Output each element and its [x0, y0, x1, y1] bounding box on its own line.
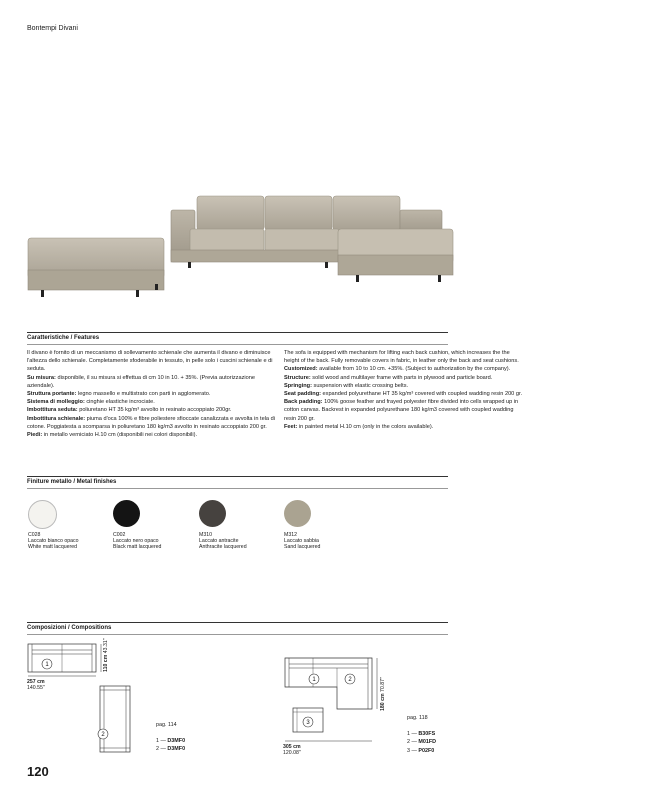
brand-name: Bontempi Divani: [27, 25, 78, 32]
composition-item: 1 — B30FS: [407, 731, 436, 738]
composition-left-refs: [156, 721, 185, 754]
product-photo: [20, 185, 460, 305]
feature-en: Back padding: 100% goose feather and frayed polyester fibre divided into cells wrapped up in cotton canvas. Backrest in expanded polyurethane 180 kg/m3 covered with coupled wadding resin 200 gr.: [284, 399, 519, 422]
composition-marker: 3: [306, 720, 310, 726]
features-italian: [27, 349, 282, 439]
finish-swatch-m310: [199, 500, 226, 527]
composition-right-refs: [407, 714, 436, 755]
composition-item: 2 — M01FD: [407, 739, 437, 746]
feature-it: Imbottitura schienale: piuma d'oca 100% e fibre poliestere sfioccate canalizzata e avvolta in tela di cotone. Poggiatesta a scomparsa in poliuretano 180 kg/m3 avvolto in resinato accoppiato 200 gr.: [27, 415, 275, 430]
composition-right-plan: [283, 655, 393, 755]
finish-swatch-m312: [284, 500, 311, 527]
composition-page: pag. 118: [407, 715, 428, 721]
composition-item: 3 — P02F0: [407, 747, 435, 754]
features-title: Caratteristiche / Features: [27, 335, 100, 341]
feature-en: Springing: suspension with elastic crossing belts.: [284, 382, 409, 389]
composition-marker: 2: [348, 677, 352, 683]
finishes-title: Finiture metallo / Metal finishes: [27, 479, 117, 485]
composition-marker: 1: [45, 662, 49, 668]
feature-it: Imbottitura seduta: poliuretano HT 35 kg/m³ avvolto in resinato accoppiato 200gr.: [27, 407, 232, 414]
composition-left-plan: [27, 640, 137, 760]
composition-page: pag. 114: [156, 722, 177, 728]
feature-en: Customized: available from 10 to 10 cm. +35%. (Subject to authorization by the company).: [284, 366, 511, 373]
feature-en: Feet: in painted metal H.10 cm (only in the colors available).: [284, 423, 434, 430]
compositions-sub-rule: [27, 634, 448, 635]
feature-en: Seat padding: expanded polyurethane HT 35 kg/m³ covered with coupled wadding resin 200 gr.: [284, 391, 523, 398]
features-english: [284, 349, 524, 431]
composition-item: 1 — D3MF0: [156, 738, 186, 745]
feature-it: Sistema di molleggio: cinghie elastiche incrociate.: [27, 399, 155, 406]
composition-right-width: 305 cm 120.08": [283, 744, 301, 756]
feature-it: Su misura: disponibile, il su misura si effettua di cm 10 in 10. + 35%. (Previa autorizzazione aziendale).: [27, 374, 255, 389]
finish-label: M312 Laccato sabbia Sand lacquered: [284, 532, 321, 551]
finishes-sub-rule: [27, 488, 448, 489]
compositions-top-rule: [27, 622, 448, 623]
finish-label: C002 Laccato nero opaco Black matt lacquered: [113, 532, 162, 551]
composition-item: 2 — D3MF0: [156, 746, 186, 753]
feature-it: Piedi: in metallo verniciato H.10 cm (disponibili nei colori disponibili).: [27, 432, 198, 439]
finish-swatch-c028: [28, 500, 57, 529]
composition-marker: 2: [101, 732, 105, 738]
features-sub-rule: [27, 344, 448, 345]
composition-right-depth: 180 cm 70.87": [380, 677, 386, 711]
compositions-title: Composizioni / Compositions: [27, 625, 112, 631]
feature-it: Struttura portante: legno massello e multistrato con parti in agglomerato.: [27, 391, 211, 398]
feature-en: The sofa is equipped with mechanism for lifting each back cushion, which increases the the height of the back. Fully removable covers in fabric, in leather only the back and seat cushions.: [284, 350, 519, 365]
feature-en: Structure: solid wood and multilayer frame with parts in plywood and particle board.: [284, 374, 493, 381]
finish-label: C028 Laccato bianco opaco White matt lacquered: [28, 532, 79, 551]
composition-marker: 1: [312, 677, 316, 683]
composition-left-depth: 110 cm 43.31": [103, 638, 109, 672]
feature-it: Il divano è fornito di un meccanismo di sollevamento schienale che aumenta il divano e diminuisce l'altezza dello schienale. Completamente sfoderabile in tessuto, in pelle solo i cuscini schienale e di seduta.: [27, 350, 273, 373]
finish-swatch-c002: [113, 500, 140, 527]
features-top-rule: [27, 332, 448, 333]
finishes-top-rule: [27, 476, 448, 477]
page-number: 120: [27, 764, 49, 779]
composition-left-width: 257 cm 140.55": [27, 679, 45, 691]
finish-label: M310 Laccato antracite Anthracite lacquered: [199, 532, 247, 551]
